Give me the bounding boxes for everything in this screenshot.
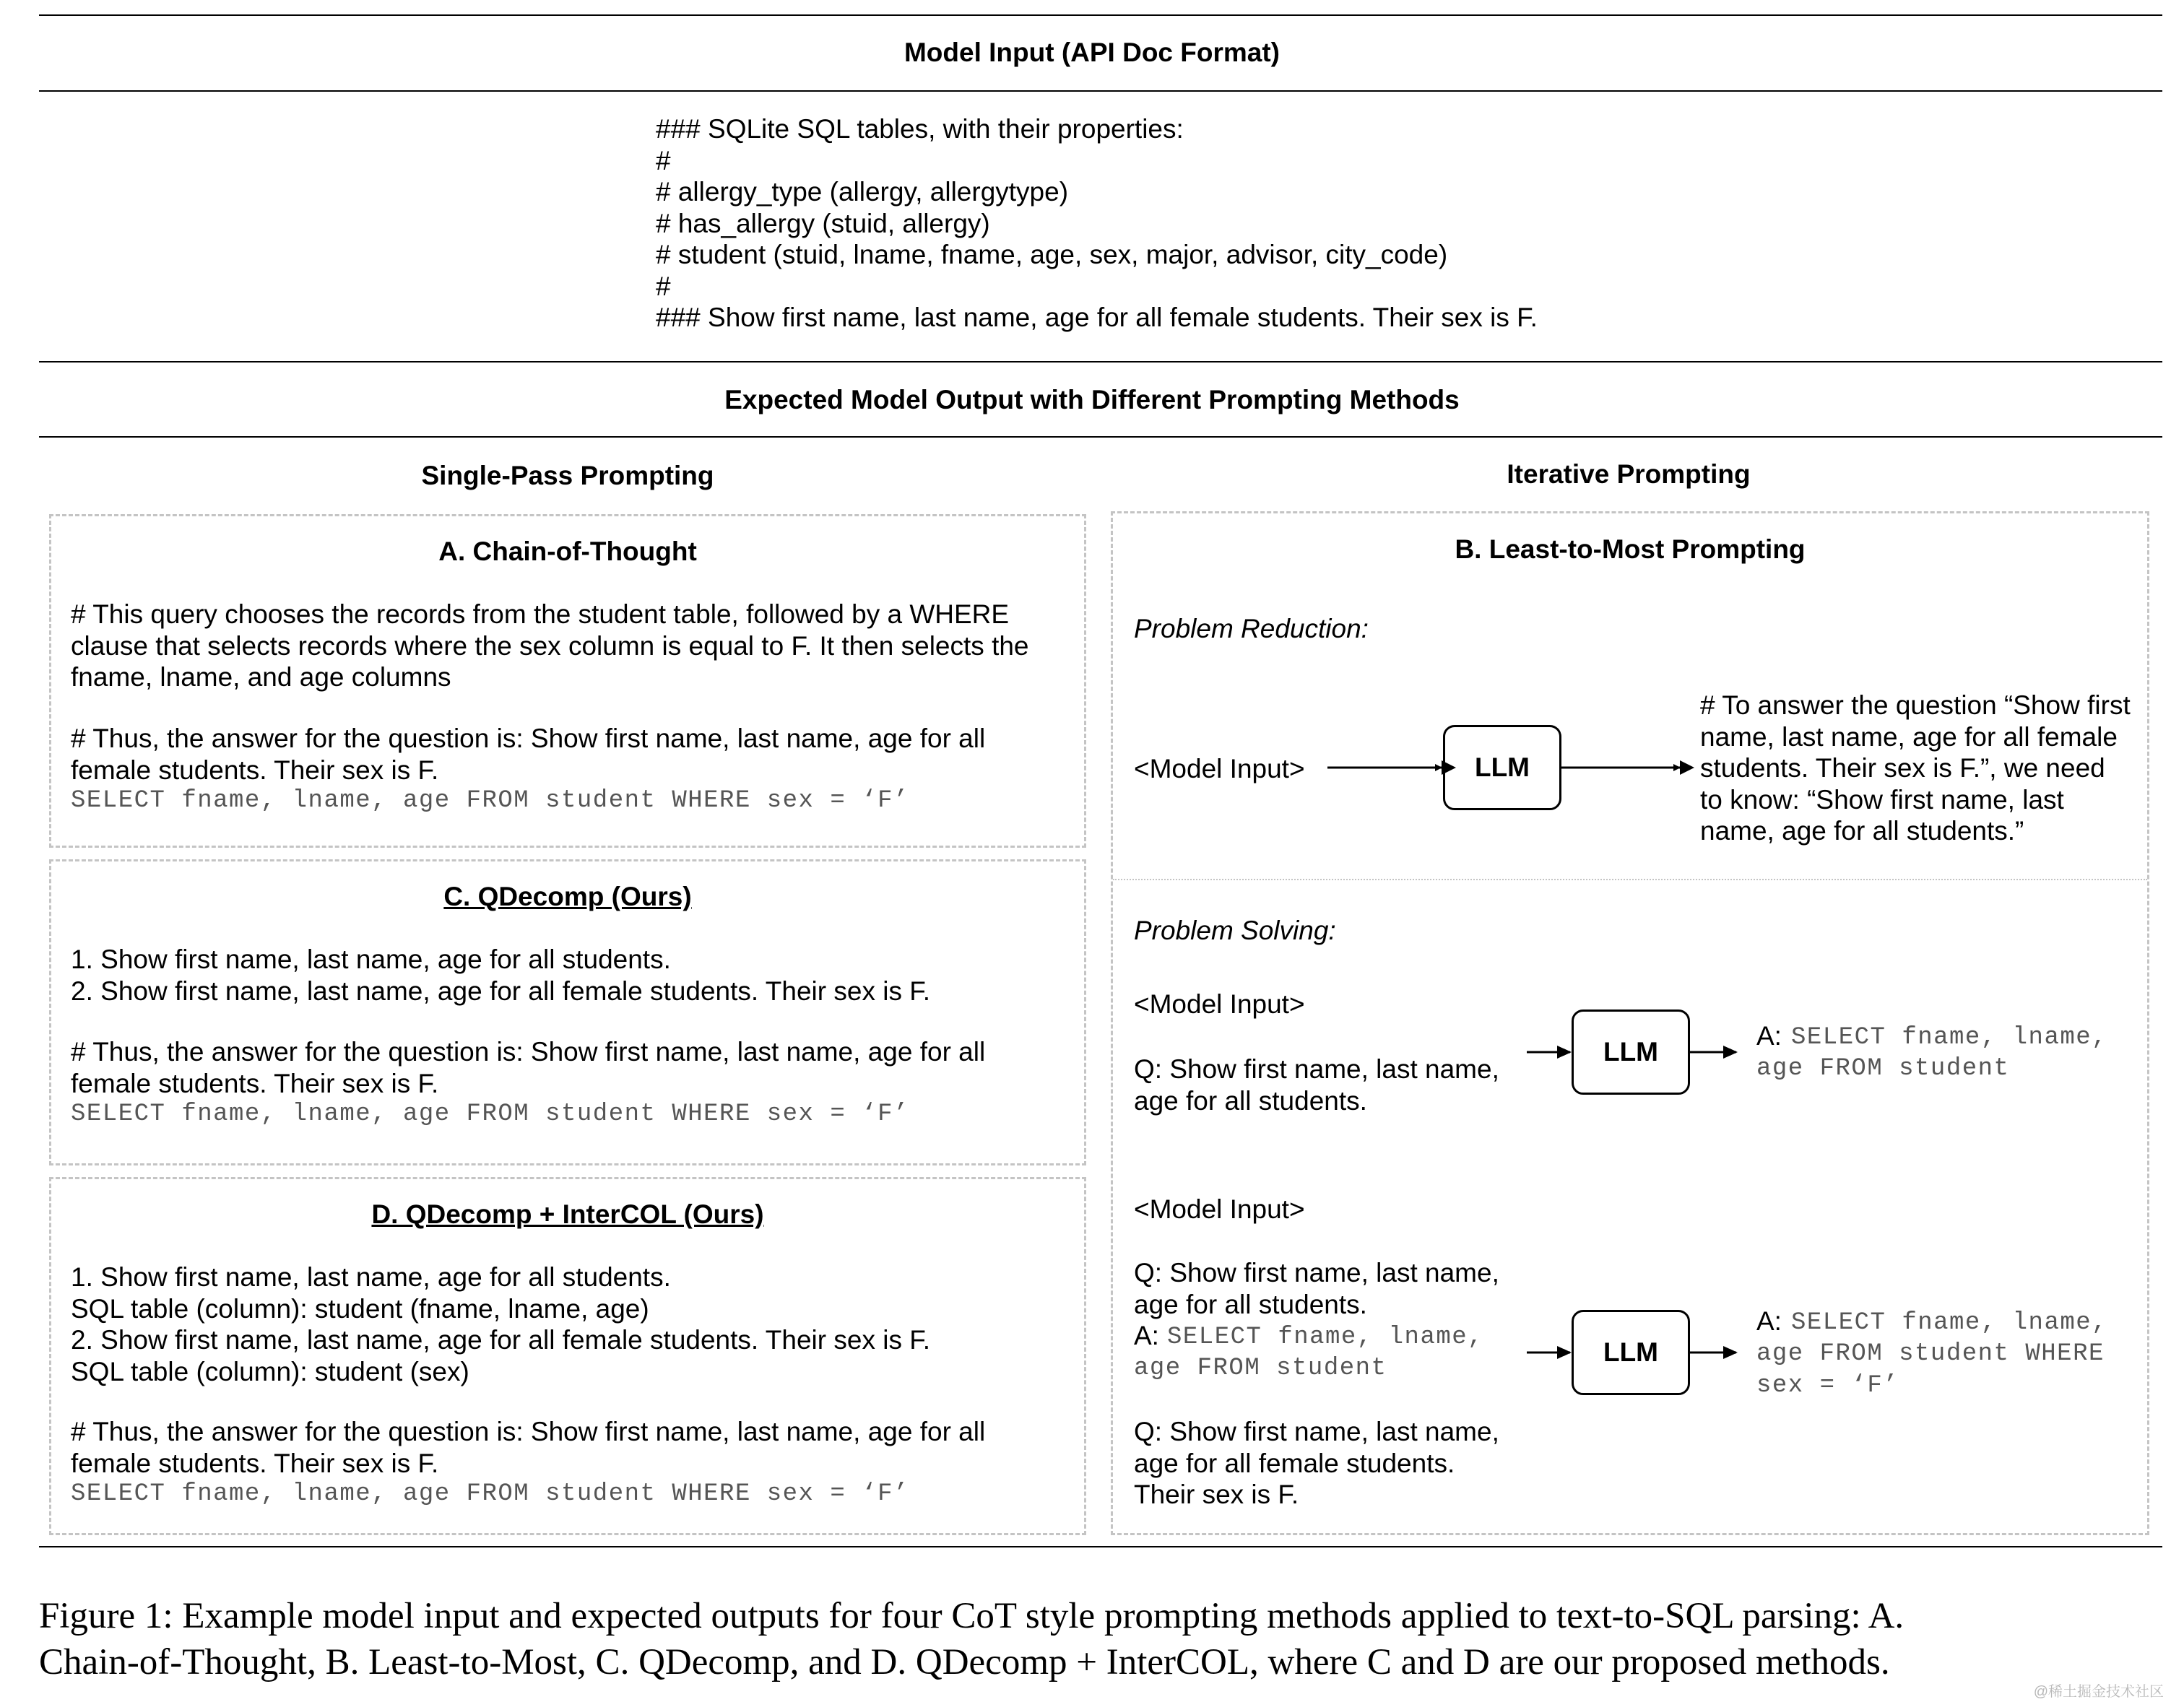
step2-question2-line: Q: Show first name, last name, [1134,1417,1499,1446]
qdecomp-sql: SELECT fname, lname, age FROM student WHERE sex = ‘F’ [71,1100,909,1128]
step2-answer-line: age FROM student WHERE [1756,1340,2105,1368]
qdecomp-title: C. QDecomp (Ours) [443,882,692,911]
cot-answer-line: # Thus, the answer for the question is: Show first name, last name, age for all [71,724,986,753]
model-input-line: ### SQLite SQL tables, with their properties: [656,114,1184,144]
reduction-output-line: # To answer the question “Show first [1700,690,2131,720]
figure-caption [39,1593,1904,1685]
model-input-line: # student (stuid, lname, fname, age, sex, major, advisor, city_code) [656,240,1448,269]
arrowhead [1557,1046,1572,1059]
qdecomp-answer-line: # Thus, the answer for the question is: Show first name, last name, age for all [71,1037,986,1067]
step1-answer-line: SELECT fname, lname, [1791,1024,2108,1051]
arrowhead [1723,1046,1738,1059]
model-input-line: ### Show first name, last name, age for all female students. Their sex is F. [656,303,1538,332]
intercol-answer-line: # Thus, the answer for the question is: Show first name, last name, age for all [71,1417,986,1446]
step1-question-line: age for all students. [1134,1085,1367,1116]
arrowhead [1442,760,1456,775]
step2-question-line: Q: Show first name, last name, [1134,1258,1499,1288]
model-input-line: # [656,145,671,175]
caption-line-2: Chain-of-Thought, B. Least-to-Most, C. QDecomp, and D. QDecomp + InterCOL, where C and D are our proposed methods. [39,1642,1890,1683]
intercol-step: 2. Show first name, last name, age for all female students. Their sex is F. [71,1325,931,1355]
step2-prior-answer-prefix: A: [1134,1321,1159,1350]
step1-llm-box: LLM [1572,1010,1690,1095]
step2-question2-line: Their sex is F. [1134,1480,1299,1509]
step2-prior-answer-line: age FROM student [1134,1355,1387,1382]
arrowhead [1680,760,1694,775]
problem-reduction-label: Problem Reduction: [1134,614,1369,643]
reduction-output-line: name, last name, age for all female [1700,721,2118,752]
expected-output-heading: Expected Model Output with Different Prompting Methods [724,385,1460,414]
intercol-step: 1. Show first name, last name, age for all students. [71,1262,671,1292]
reduction-output-line: students. Their sex is F.”, we need [1700,753,2105,783]
cot-answer-line: female students. Their sex is F. [71,755,439,785]
step2-question-line: age for all students. [1134,1289,1367,1319]
reduction-output-line: name, age for all students.” [1700,816,2024,846]
intercol-step: SQL table (column): student (fname, lname, age) [71,1293,649,1324]
caption-line-1: Figure 1: Example model input and expected outputs for four CoT style prompting methods applied to text-to-SQL parsing: A. [39,1596,1904,1636]
qdecomp-answer-line: female students. Their sex is F. [71,1068,439,1098]
qdecomp-intercol-title: D. QDecomp + InterCOL (Ours) [371,1199,764,1229]
step2-answer-prefix: A: [1756,1306,1782,1336]
qdecomp-step: 1. Show first name, last name, age for all students. [71,945,671,974]
chain-of-thought-title: A. Chain-of-Thought [438,537,697,566]
model-input-line: # allergy_type (allergy, allergytype) [656,177,1069,207]
intercol-step: SQL table (column): student (sex) [71,1356,469,1386]
step2-prior-answer-line: SELECT fname, lname, [1167,1324,1484,1351]
reduction-llm-box: LLM [1443,725,1561,810]
model-input-line: # [656,271,671,301]
problem-solving-label: Problem Solving: [1134,916,1336,945]
solving-step1-input: <Model Input> [1134,989,1305,1019]
watermark: @稀土掘金技术社区 [2033,1684,2164,1700]
cot-line: clause that selects records where the sex column is equal to F. It then selects the [71,630,1029,661]
intercol-answer-line: female students. Their sex is F. [71,1448,439,1478]
cot-line: fname, lname, and age columns [71,662,451,692]
least-to-most-title: B. Least-to-Most Prompting [1455,534,1806,564]
reduction-model-input: <Model Input> [1134,754,1305,783]
step1-answer-prefix: A: [1756,1021,1782,1051]
step1-question-line: Q: Show first name, last name, [1134,1054,1499,1084]
arrowhead [1557,1346,1572,1359]
iterative-heading: Iterative Prompting [1507,459,1751,489]
step2-llm-box: LLM [1572,1310,1690,1395]
step1-answer-line: age FROM student [1756,1055,2010,1082]
model-input-heading: Model Input (API Doc Format) [904,38,1280,67]
solving-step2-input: <Model Input> [1134,1194,1305,1224]
model-input-line: # has_allergy (stuid, allergy) [656,208,990,238]
qdecomp-step: 2. Show first name, last name, age for all female students. Their sex is F. [71,976,931,1006]
step2-answer-line: sex = ‘F’ [1756,1371,1899,1399]
step2-question2-line: age for all female students. [1134,1448,1455,1478]
reduction-output-line: to know: “Show first name, last [1700,784,2064,815]
cot-line: # This query chooses the records from the student table, followed by a WHERE [71,599,1010,629]
arrowhead [1723,1346,1738,1359]
single-pass-heading: Single-Pass Prompting [421,461,714,490]
step2-answer-line: SELECT fname, lname, [1791,1309,2108,1337]
intercol-sql: SELECT fname, lname, age FROM student WHERE sex = ‘F’ [71,1480,909,1508]
cot-sql: SELECT fname, lname, age FROM student WHERE sex = ‘F’ [71,787,909,815]
